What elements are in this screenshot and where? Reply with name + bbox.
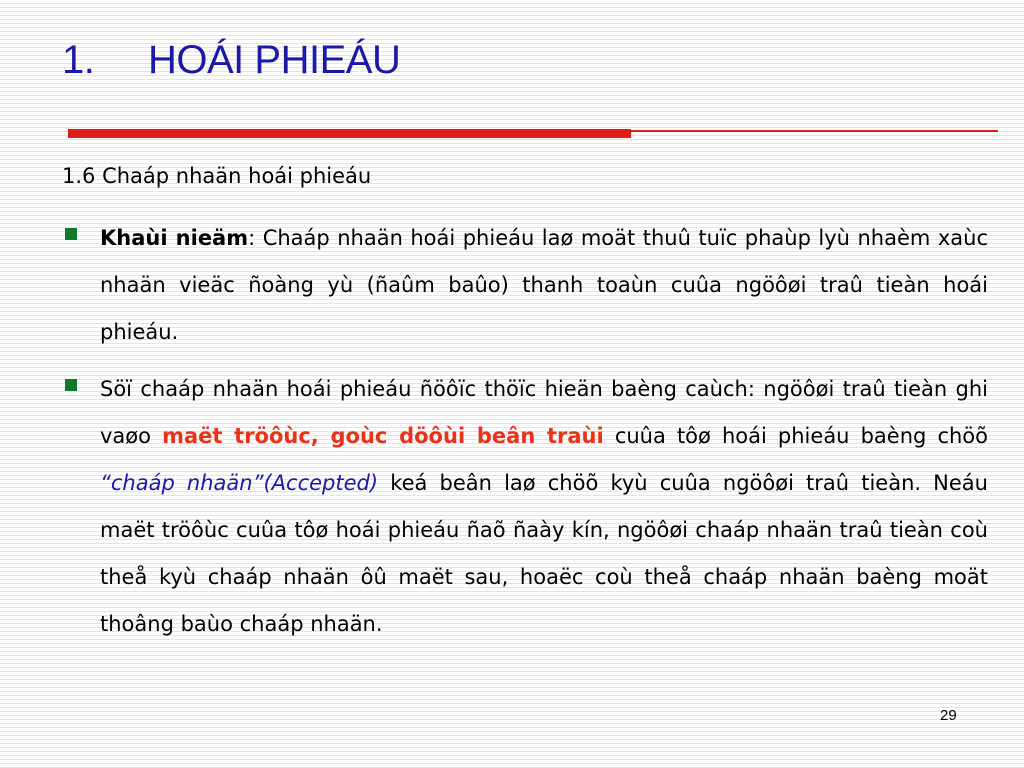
section-subheading: 1.6 Chaáp nhaän hoái phieáu <box>62 164 372 188</box>
bullet-definition <box>100 215 988 356</box>
definition-text: : Chaáp nhaän hoái phieáu laø moät thuû tuïc phaùp lyù nhaèm xaùc nhaän vieäc ñoàng yù (ñaûm baûo) thanh toaùn cuûa ngöôøi traû tieàn hoái phieáu. <box>100 226 988 344</box>
title-number: 1. <box>62 38 95 82</box>
method-text-part1: Söï chaáp nhaän hoái phieáu ñöôïc thöïc hieän baèng caùch: ngöôøi traû tieàn ghi vaøo <box>100 377 988 448</box>
title-text: HOÁI PHIEÁU <box>148 38 401 82</box>
title-underline-thick <box>68 129 631 138</box>
method-highlight-accepted: “chaáp nhaän”(Accepted) <box>100 471 379 495</box>
method-text-part3: keá beân laø chöõ kyù cuûa ngöôøi traû tieàn. Neáu maët tröôùc cuûa tôø hoái phieáu ñaõ ñaày kín, ngöôøi chaáp nhaän traû tieàn coù theå kyù chaáp nhaän ôû maët sau, hoaëc coù theå chaáp nhaän baèng moät thoâng baùo chaáp nhaän. <box>100 471 988 636</box>
method-highlight-location: maët tröôùc, goùc döôùi beân traùi <box>162 424 604 448</box>
slide-title <box>62 38 400 83</box>
page-number: 29 <box>940 707 957 724</box>
title-underline-thin <box>631 130 998 132</box>
square-bullet-icon <box>65 228 77 240</box>
bullet-acceptance-method <box>100 366 988 648</box>
method-text-part2: cuûa tôø hoái phieáu baèng chöõ <box>603 424 988 448</box>
definition-term: Khaùi nieäm <box>100 226 249 250</box>
square-bullet-icon <box>65 379 77 391</box>
